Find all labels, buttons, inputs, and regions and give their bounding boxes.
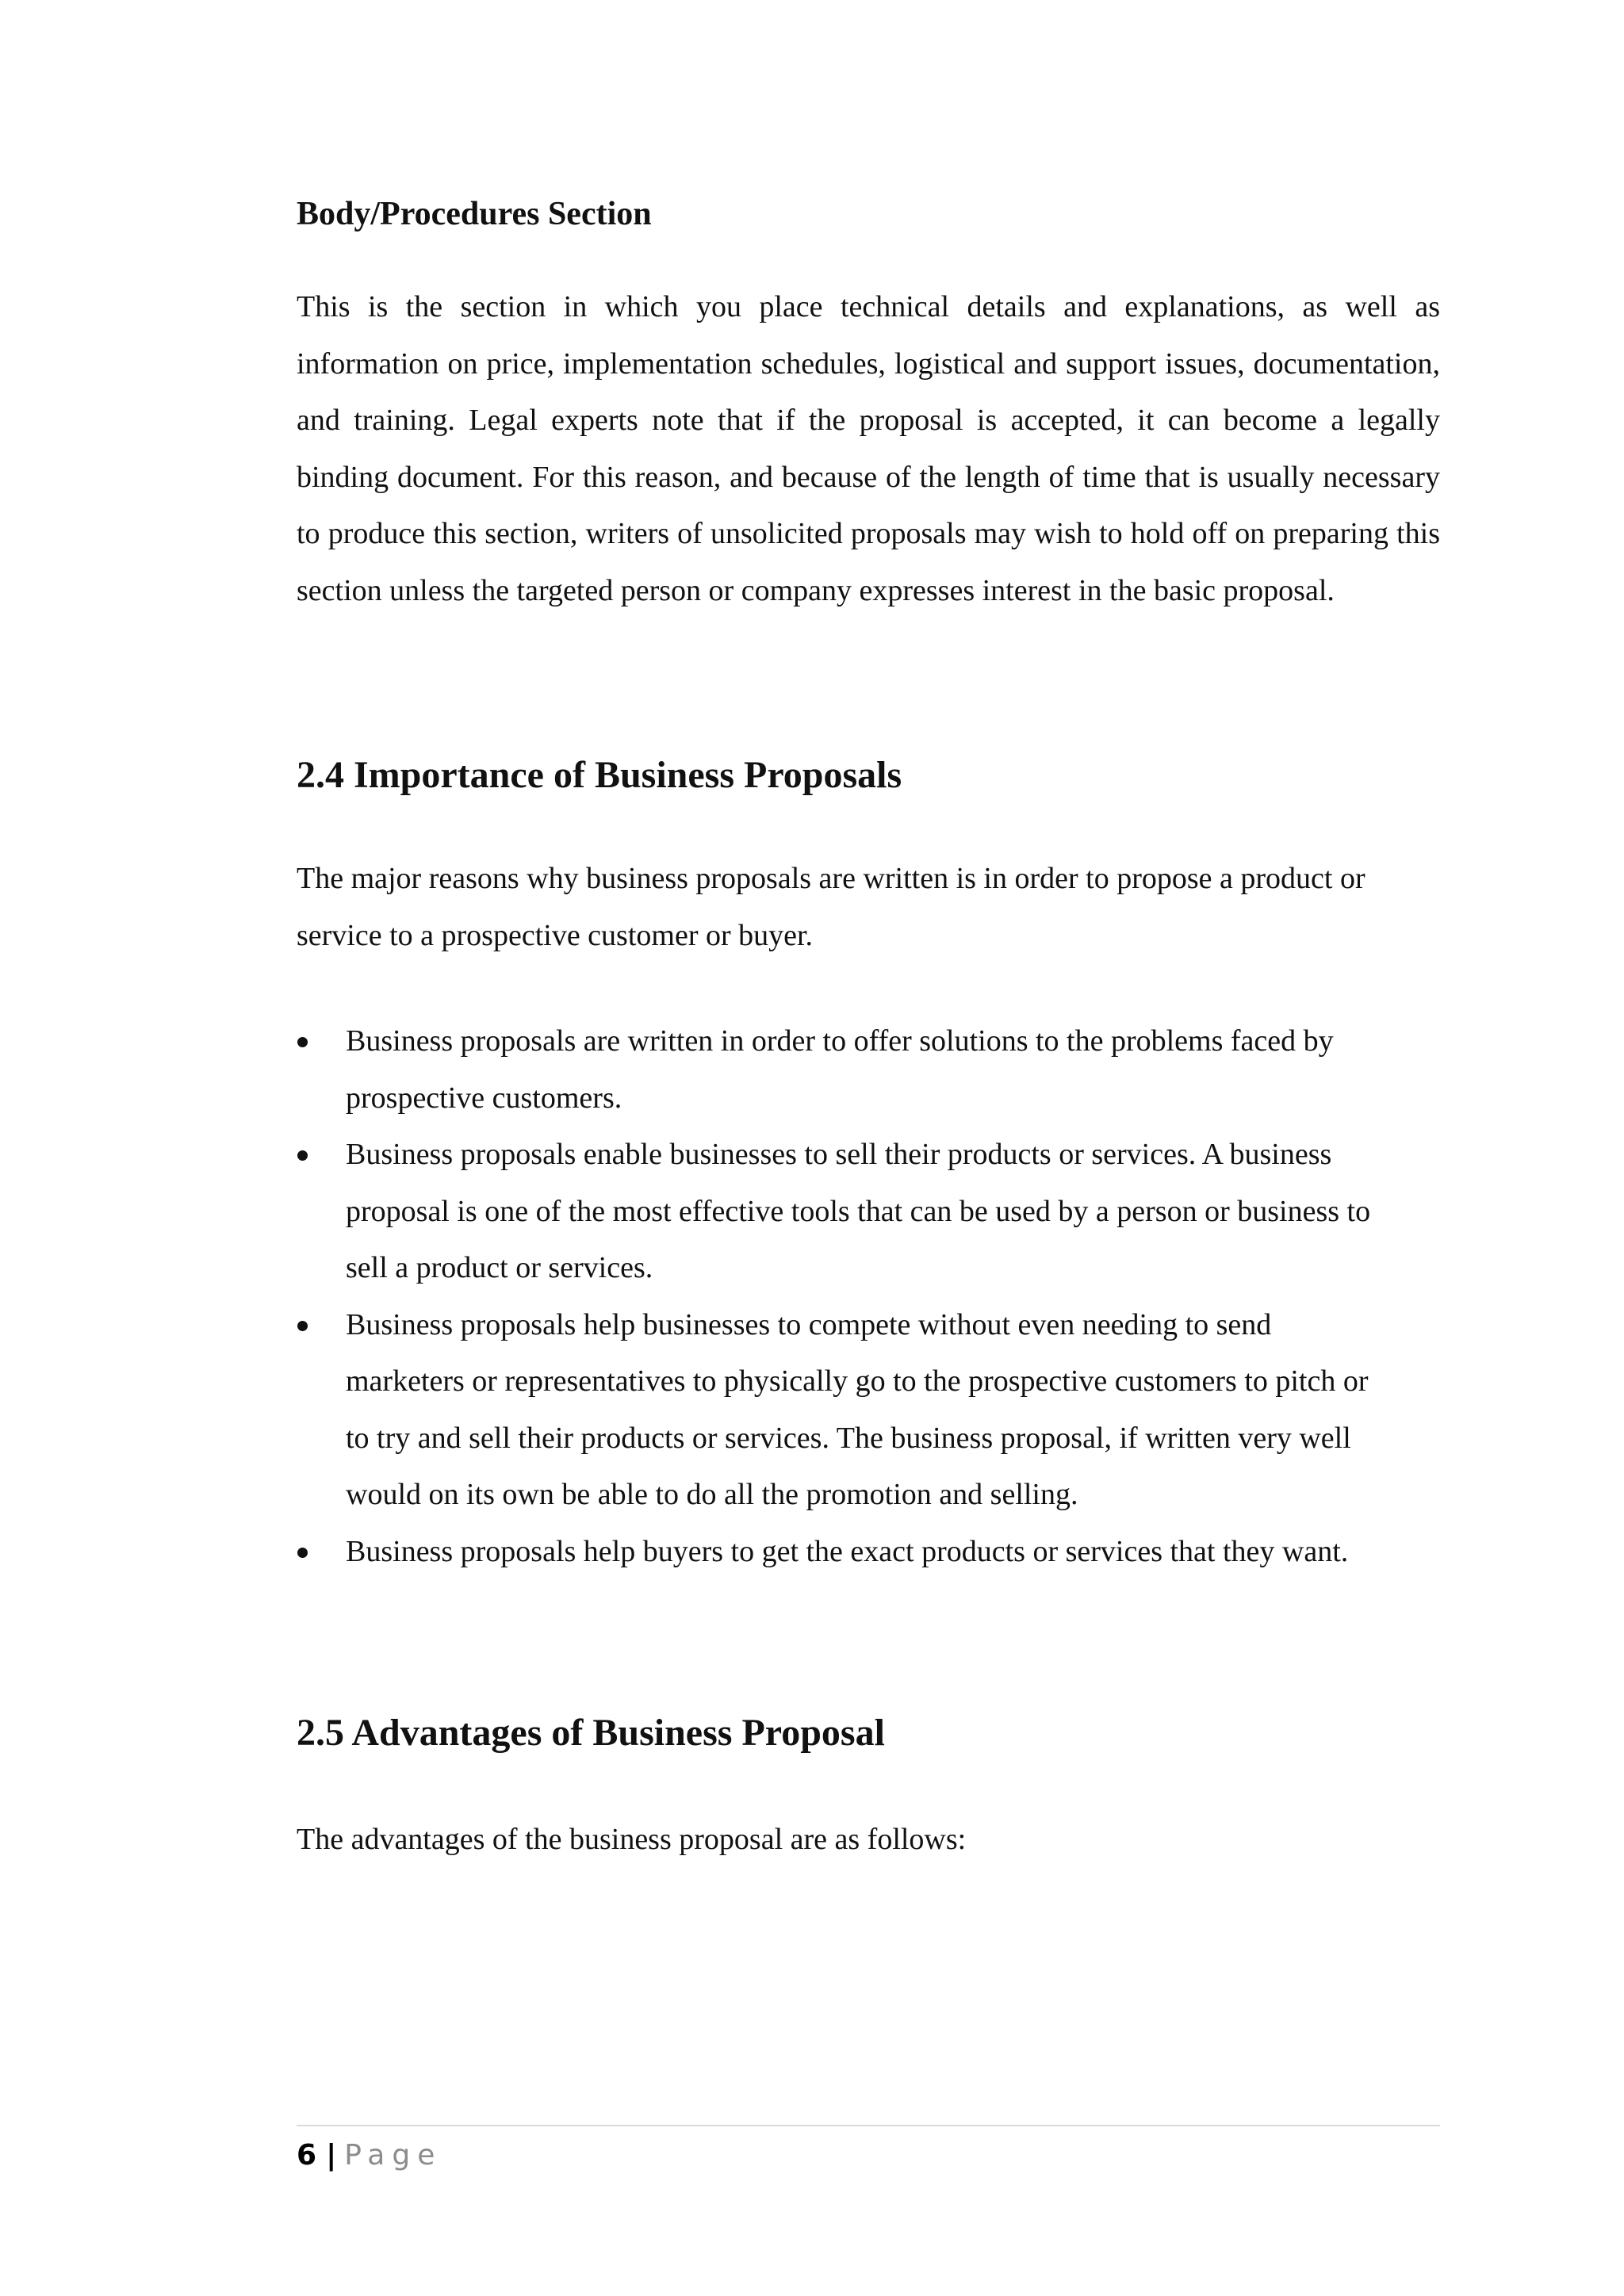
body-procedures-heading: Body/Procedures Section xyxy=(297,196,652,232)
page-number: 6 xyxy=(297,2139,317,2172)
page-word: Page xyxy=(344,2139,442,2172)
bullet-item xyxy=(297,1013,1383,1127)
importance-intro: The major reasons why business proposals are written is in order to propose a product or service to a prospective customer or buyer. xyxy=(297,862,1365,952)
footer-divider xyxy=(297,2125,1440,2126)
page-footer xyxy=(297,2125,1440,2174)
bullet-text: Business proposals are written in order to offer solutions to the problems faced by prospective customers. xyxy=(346,1024,1334,1115)
bullet-icon xyxy=(297,1037,308,1047)
body-procedures-paragraph: This is the section in which you place technical details and explanations, as well as information on price, implementation schedules, logistical and support issues, documentation, and training. Legal experts note that if the proposal is accepted, it can become a legally binding document. For this reason, and because of the length of time that is usually necessary to produce this section, writers of unsolicited proposals may wish to hold off on preparing this section unless the targeted person or company expresses interest in the basic proposal. xyxy=(297,290,1440,607)
bullet-text: Business proposals enable businesses to sell their products or services. A business proposal is one of the most effective tools that can be used by a person or business to sell a product or services. xyxy=(346,1138,1371,1284)
page-separator: | xyxy=(326,2139,337,2172)
bullet-icon xyxy=(297,1548,308,1558)
bullet-icon xyxy=(297,1321,308,1331)
advantages-intro: The advantages of the business proposal are as follows: xyxy=(297,1823,967,1856)
bullet-item xyxy=(297,1297,1383,1524)
page-number-label xyxy=(297,2137,1440,2174)
page-content xyxy=(297,190,1440,1869)
bullet-item xyxy=(297,1127,1383,1297)
bullet-text: Business proposals help buyers to get the exact products or services that they want. xyxy=(346,1534,1349,1568)
bullet-icon xyxy=(297,1150,308,1161)
bullet-item xyxy=(297,1524,1383,1581)
importance-heading: 2.4 Importance of Business Proposals xyxy=(297,754,902,796)
advantages-heading: 2.5 Advantages of Business Proposal xyxy=(297,1712,885,1754)
importance-bullet-list xyxy=(297,1013,1383,1580)
bullet-text: Business proposals help businesses to compete without even needing to send marketers or representatives to physically go to the prospective customers to pitch or to try and sell their products or services. The business proposal, if written very well would on its own be able to do all the promotion and selling. xyxy=(346,1307,1369,1511)
